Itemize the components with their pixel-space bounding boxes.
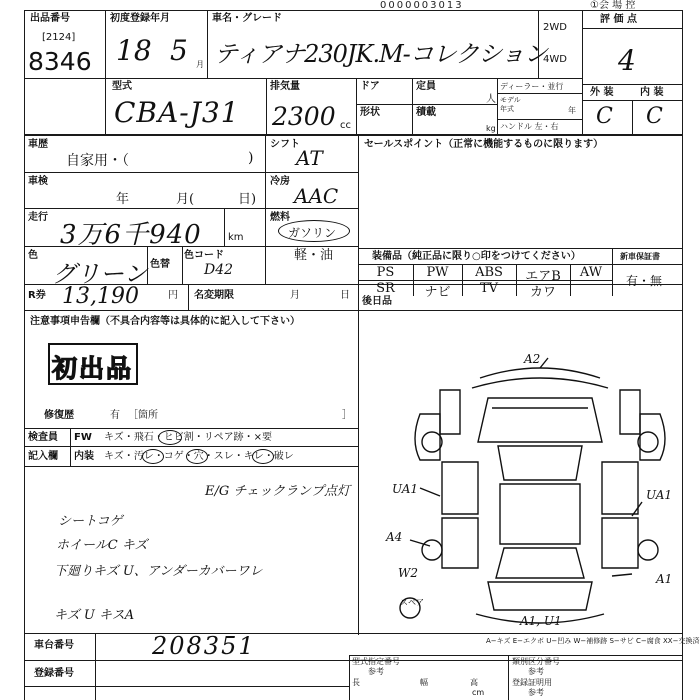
inspection-year: 年	[116, 192, 130, 207]
fuel-other: 軽・油	[294, 248, 334, 263]
first-registration-month: 5	[170, 34, 188, 67]
inspection-month: 月(	[176, 192, 195, 207]
model-value: CBA-J31	[114, 96, 240, 129]
category-cert-ref: 参考	[528, 688, 544, 697]
circle-mark-scuff	[252, 449, 274, 464]
fuel-selected: ガソリン	[288, 226, 337, 240]
model-year-label: モデル年式	[500, 96, 521, 113]
recycle-unit: 円	[168, 290, 178, 301]
equip-sr: SR	[376, 281, 395, 296]
mileage-unit: km	[228, 232, 244, 243]
score-label: 評 価 点	[600, 14, 637, 25]
exterior-value: C	[596, 104, 613, 129]
equip-aw: AW	[579, 265, 603, 280]
drive-2wd: 2WD	[543, 22, 567, 33]
first-registration-year: 18	[116, 34, 152, 67]
equip-navi: ナビ	[424, 285, 451, 300]
inspector-items: キズ・飛石・ヒビ割・リペア跡・×要	[104, 432, 272, 443]
dealer-label: ディーラー・並行	[500, 82, 564, 91]
note-line-1: E/G チェックランプ点灯	[205, 484, 350, 499]
score-value: 4	[618, 44, 636, 77]
capacity-unit: 人	[486, 94, 496, 105]
mark-left-upper: UA1	[392, 482, 419, 496]
history-label: 車歴	[28, 139, 48, 150]
note-line-2: シートコゲ	[58, 514, 123, 529]
form-spec-length: 長	[352, 678, 360, 687]
color-change-label: 色替	[150, 259, 170, 270]
model-year-unit: 年	[568, 106, 576, 115]
load-unit: kg	[486, 124, 496, 133]
equip-abs: ABS	[475, 265, 503, 280]
form-spec-height: 高	[470, 678, 478, 687]
spare-label: スペア	[400, 598, 424, 607]
color-code-label: 色コード	[184, 250, 224, 261]
first-registration-label: 初度登録年月	[110, 13, 170, 24]
shift-label: シフト	[270, 139, 300, 150]
car-damage-diagram	[380, 350, 680, 635]
doors-label: ドア	[360, 81, 380, 92]
rear-window-shape	[496, 548, 584, 578]
mark-bottom: A1, U1	[520, 614, 562, 628]
hood-shape	[478, 398, 602, 442]
mark-right-upper: UA1	[646, 488, 673, 502]
interior-label: 内 装	[640, 87, 664, 98]
mileage-value: 3万6千940	[60, 220, 202, 250]
title-change-day: 日	[340, 290, 350, 301]
mark-right-low: A1	[656, 572, 673, 586]
repair-value: 有	[110, 410, 120, 421]
chassis-label: 車台番号	[34, 640, 74, 651]
fuel-label: 燃料	[270, 212, 290, 223]
notes-label: 注意事項申告欄（不具合内容等は具体的に記入して下さい）	[30, 316, 300, 327]
form-spec-ref: 参考	[368, 667, 384, 676]
category-cert-label: 登録証明用	[512, 678, 552, 687]
mileage-label: 走行	[28, 212, 48, 223]
lot-number: 8346	[28, 47, 92, 76]
color-label: 色	[28, 250, 38, 261]
warranty-label: 新車保証書	[620, 252, 660, 261]
recycle-value: 13,190	[62, 284, 139, 309]
note-line-3: ホイールC キズ	[56, 538, 148, 553]
inspection-label: 車検	[28, 176, 48, 187]
chassis-value: 208351	[152, 632, 256, 660]
repair-label: 修復歴	[44, 410, 74, 421]
shape-label: 形状	[360, 107, 380, 118]
drive-4wd: 4WD	[543, 54, 567, 65]
mark-top: A2	[524, 352, 541, 366]
category-spec-label: 類別区分番号	[512, 657, 560, 666]
circle-mark-dirt	[142, 449, 164, 464]
lot-sub-number: [2124]	[42, 32, 76, 43]
model-label: 型式	[112, 81, 132, 92]
color-code-value: D42	[204, 262, 234, 278]
recycle-label: R券	[28, 290, 46, 301]
equip-tv: TV	[479, 281, 499, 296]
first-registration-month-unit: 月	[196, 60, 204, 69]
form-spec-label: 型式指定番号	[352, 657, 400, 666]
equip-leather: カワ	[529, 285, 556, 300]
history-value: 自家用・（	[66, 153, 129, 169]
title-change-month: 月	[290, 290, 300, 301]
exterior-label: 外 装	[590, 87, 614, 98]
mark-left-low: W2	[398, 566, 418, 580]
repair-place: ［箇所	[128, 410, 158, 421]
category-spec-ref: 参考	[528, 667, 544, 676]
registration-label: 登録番号	[34, 668, 74, 679]
displacement-label: 排気量	[270, 81, 300, 92]
equip-ps: PS	[376, 265, 395, 280]
lot-label: 出品番号	[30, 13, 70, 24]
aircon-label: 冷房	[270, 176, 290, 187]
circle-mark-stone	[158, 430, 182, 445]
top-cut-text: 0000003013	[380, 0, 464, 11]
front-bumper-shape	[480, 368, 600, 378]
damage-legend: A−キズ E−エクボ U−凹み W−補修跡 S−サビ C−腐食 XX−交換済	[486, 637, 700, 645]
roof-shape	[500, 484, 580, 544]
repair-close: ］	[342, 410, 352, 421]
note-line-4: 下廻りキズ U、アンダーカバーワレ	[54, 564, 263, 579]
equipment-label: 装備品（純正品に限り○印をつけてください）	[372, 251, 581, 262]
displacement-value: 2300	[272, 102, 336, 131]
inspector-notes-label: 記入欄	[28, 451, 58, 462]
inspector-notes-sub: 内装	[74, 451, 94, 462]
equip-airbag: エアB	[525, 269, 561, 284]
capacity-label: 定員	[416, 81, 436, 92]
venue-label: ①会 場 控	[590, 0, 636, 11]
load-label: 積載	[416, 107, 436, 118]
sales-point-label: セールスポイント（正常に機能するものに限ります）	[364, 139, 604, 150]
equip-pw: PW	[426, 265, 449, 280]
aircon-value: AAC	[294, 184, 339, 208]
car-name-label: 車名・グレード	[212, 13, 282, 24]
circle-mark-burn	[186, 449, 208, 464]
warranty-value: 有・無	[626, 274, 663, 288]
color-value: グリーン	[52, 260, 148, 288]
form-spec-width: 幅	[420, 678, 428, 687]
handle-label: ハンドル 左・右	[500, 122, 559, 131]
form-spec-unit: cm	[472, 688, 485, 697]
trunk-shape	[488, 582, 592, 610]
inspector-notes-items: キズ・汚レ・コゲ・穴・スレ・キレ・破レ	[104, 451, 294, 462]
car-name-value: ティアナ230JK.M-コレクション	[214, 40, 547, 68]
first-listing-stamp: 初出品	[52, 354, 134, 383]
title-change-label: 名変期限	[194, 290, 234, 301]
inspector-sub: FW	[74, 432, 92, 443]
inspector-label: 検査員	[28, 432, 58, 443]
inspection-day: 日)	[238, 192, 257, 207]
interior-value: C	[646, 104, 663, 129]
after-label: 後日品	[362, 296, 392, 307]
mark-left-mid: A4	[386, 530, 403, 544]
displacement-unit: cc	[340, 120, 351, 131]
note-line-5: キズ U キスA	[54, 608, 135, 623]
history-close: )	[248, 150, 254, 166]
shift-value: AT	[296, 146, 323, 170]
windshield-shape	[498, 446, 582, 480]
